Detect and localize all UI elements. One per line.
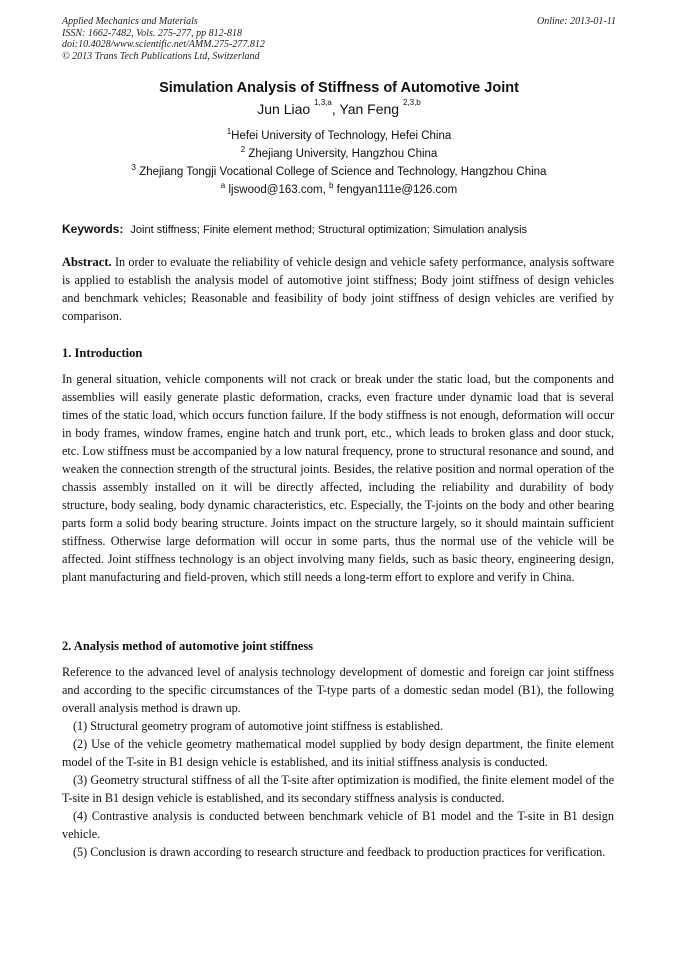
affiliation: [0, 163, 678, 178]
email-superscript: b: [328, 181, 334, 190]
doi-line: doi:10.4028/www.scientific.net/AMM.275-277.812: [62, 39, 265, 50]
affiliation-superscript: 2: [240, 145, 246, 154]
affiliation-text: Zhejiang Tongji Vocational College of Science and Technology, Hangzhou China: [139, 166, 547, 178]
keywords-label: Keywords:: [62, 222, 124, 236]
affiliation-superscript: 3: [131, 163, 136, 172]
keywords: [62, 222, 622, 236]
author-superscript: 2,3,b: [402, 98, 421, 107]
abstract-label: Abstract.: [62, 255, 112, 269]
list-item: (1) Structural geometry program of automotive joint stiffness is established.: [73, 719, 444, 733]
abstract: [62, 253, 614, 325]
affiliation: [0, 127, 678, 142]
author-list: [0, 98, 678, 117]
list-item: (3) Geometry structural stiffness of all the T-site after optimization is modified, the finite element model of the T-site in B1 design vehicle is established, and its secondary stiffness analysis is conducted.: [62, 773, 614, 805]
author-superscript: 1,3,a: [314, 98, 332, 107]
author-name: Yan Feng: [339, 101, 400, 117]
list-item: (2) Use of the vehicle geometry mathematical model supplied by body design department, the finite element model of the T-site in B1 design vehicle is established, and its initial stiffness analysis is conducted.: [62, 737, 614, 769]
paper-title: Simulation Analysis of Stiffness of Automotive Joint: [159, 80, 519, 96]
journal-header: [62, 16, 616, 62]
list-item: (4) Contrastive analysis is conducted between benchmark vehicle of B1 model and the T-site in B1 design vehicle.: [62, 809, 614, 841]
affiliation-text: Hefei University of Technology, Hefei China: [231, 130, 452, 142]
author-name: Jun Liao: [257, 101, 311, 117]
affiliation-superscript: 1: [226, 127, 232, 136]
section-heading: 1. Introduction: [62, 346, 143, 360]
affiliation: [0, 145, 678, 160]
issn-line: ISSN: 1662-7482, Vols. 275-277, pp 812-818: [62, 27, 242, 39]
email-line: [0, 181, 678, 196]
email-address: fengyan111e@126.com: [336, 184, 458, 196]
section-paragraph: Reference to the advanced level of analysis technology development of domestic and foreign car joint stiffness and according to the specific circumstances of the T-type parts of a domestic sedan model (B1), the following overall analysis method is drawn up.: [62, 665, 614, 715]
abstract-text: In order to evaluate the reliability of vehicle design and vehicle safety performance, analysis software is applied to establish the analysis model of automotive joint stiffness; Body joint stiffness of design vehicles and benchmark vehicles; Reasonable and feasibility of body joint stiffness of design vehicles are verified by comparison.: [62, 255, 615, 323]
list-item: (5) Conclusion is drawn according to research structure and feedback to production practices for verification.: [73, 845, 606, 859]
affiliation-text: Zhejiang University, Hangzhou China: [248, 148, 438, 160]
author-separator: ,: [331, 101, 340, 117]
online-date: Online: 2013-01-11: [537, 16, 616, 27]
section-body: [62, 663, 614, 861]
section-heading: 2. Analysis method of automotive joint stiffness: [62, 639, 314, 653]
email-superscript: a: [220, 181, 226, 190]
keywords-text: Joint stiffness; Finite element method; Structural optimization; Simulation analysis: [130, 224, 528, 236]
journal-name: Applied Mechanics and Materials: [62, 16, 198, 27]
section-body: In general situation, vehicle components will not crack or break under the static load, but the components and assemblies will easily generate plastic deformation, cracks, even fracture under dynamic load that is several times of the static load, which occurs function failure. If the body stiffness is not enough, deformation will occur in body frames, window frames, engine hatch and trunk port, etc., which leads to broken glass and door stuck, etc. Low stiffness must be accompanied by a low natural frequency, prone to structural resonance and sound, and weaken the connection strength of the structural joints. Besides, the relative position and normal operation of the chassis assembly installed on it will be directly affected, including the reliability and durability of body structure, body sealing, body dynamic characteristics, etc. Especially, the T-joints on the body and other bearing parts form a solid body bearing structure. Joints impact on the structure largely, so it should maintain sufficient stiffness. Otherwise large deformation will occur in some parts, thus the normal use of the vehicle will be affected. Joint stiffness technology is an object involving many fields, such as basic theory, engineering design, plant manufacturing and field-proven, which still needs a long-term effort to explore and verify in China.: [62, 372, 614, 584]
copyright-line: © 2013 Trans Tech Publications Ltd, Switzerland: [62, 50, 260, 62]
email-address: ljswood@163.com,: [228, 184, 329, 196]
